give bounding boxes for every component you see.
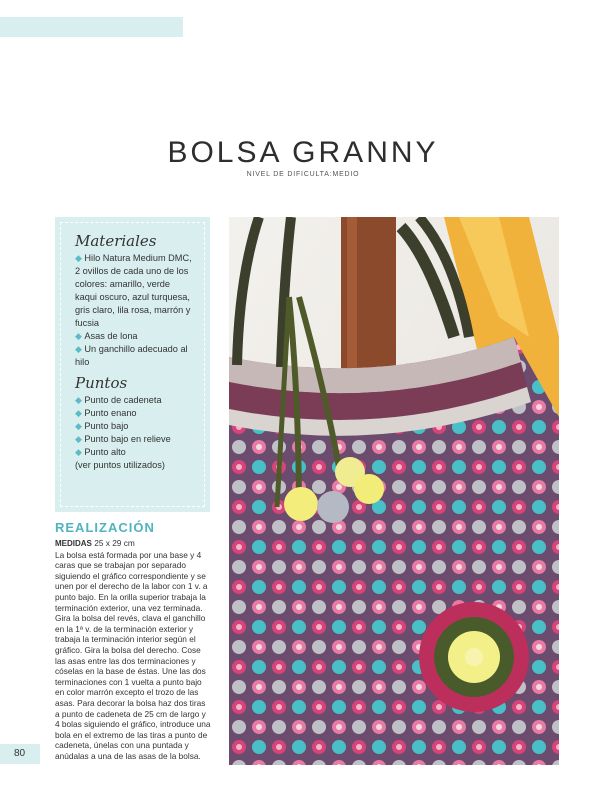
stitch-item-text: Punto alto <box>84 447 126 457</box>
crochet-bag-photo <box>229 217 559 765</box>
stitches-heading: Puntos <box>75 374 128 392</box>
stitch-item <box>75 394 192 407</box>
stitch-item <box>75 446 192 459</box>
stitch-item-text: Punto bajo en relieve <box>84 434 171 444</box>
measures-value: 25 x 29 cm <box>94 538 135 548</box>
instructions-text: La bolsa está formada por una base y 4 caras que se trabajan por separado siguiendo el gráfico correspondiente y se unen por el derecho de la labor con 1 v. a punto bajo. En la orilla superior trabaja la terminación exterior, una vez terminada. Gira la bolsa del revés, clava el ganchillo en la 1ª v. de la terminación exterior y trabaja la terminación interior según el gráfico. Gira la bolsa del derecho. Cose las asas entre las dos terminaciones y cóselas en la base de éstas. Une las dos terminaciones con 1 vuelta a punto bajo en color marrón excepto el trozo de las asas. Para decorar la bolsa haz dos tiras a punto de cadeneta de 25 cm de largo y 4 bolas siguiendo el gráfico, introduce una bola en el extremo de las tiras a punto de cadeneta, únelas con una puntada y anúdalas a una de las asas de la bolsa. <box>55 549 211 761</box>
diamond-bullet-icon: ◆ <box>75 344 85 354</box>
difficulty-level: NIVEL DE DIFICULTA:MEDIO <box>246 171 360 178</box>
page-title: BOLSA GRANNY <box>167 136 439 169</box>
stitch-item-text: Punto enano <box>84 408 137 418</box>
materials-box <box>55 217 210 512</box>
stitches-note: (ver puntos utilizados) <box>75 460 165 470</box>
stitch-item-text: Punto bajo <box>84 421 129 431</box>
page-number: 80 <box>0 744 40 764</box>
stitch-item <box>75 407 192 420</box>
realization-heading: REALIZACIÓN <box>55 520 155 535</box>
diamond-bullet-icon: ◆ <box>75 331 85 341</box>
materials-heading: Materiales <box>75 232 157 250</box>
materials-item <box>75 252 192 330</box>
realization-body <box>55 538 212 761</box>
materials-item <box>75 330 192 343</box>
diamond-bullet-icon: ◆ <box>75 447 85 457</box>
diamond-bullet-icon: ◆ <box>75 421 85 431</box>
stitch-item-text: Punto de cadeneta <box>84 395 162 405</box>
diamond-bullet-icon: ◆ <box>75 395 85 405</box>
materials-item-text: Un ganchillo adecuado al hilo <box>75 344 188 367</box>
bag-illustration <box>229 217 559 765</box>
top-decorative-bar <box>0 17 183 37</box>
stitch-item <box>75 420 192 433</box>
diamond-bullet-icon: ◆ <box>75 434 85 444</box>
stitch-item <box>75 433 192 446</box>
diamond-bullet-icon: ◆ <box>75 408 85 418</box>
materials-item <box>75 343 192 369</box>
diamond-bullet-icon: ◆ <box>75 253 85 263</box>
measures-label: MEDIDAS <box>55 539 92 548</box>
materials-item-text: Asas de lona <box>84 331 138 341</box>
materials-item-text: Hilo Natura Medium DMC, 2 ovillos de cada uno de los colores: amarillo, verde kaqui oscuro, azul turquesa, gris claro, lila rosa, marrón y fucsia <box>75 253 192 328</box>
materials-inner <box>60 222 205 507</box>
